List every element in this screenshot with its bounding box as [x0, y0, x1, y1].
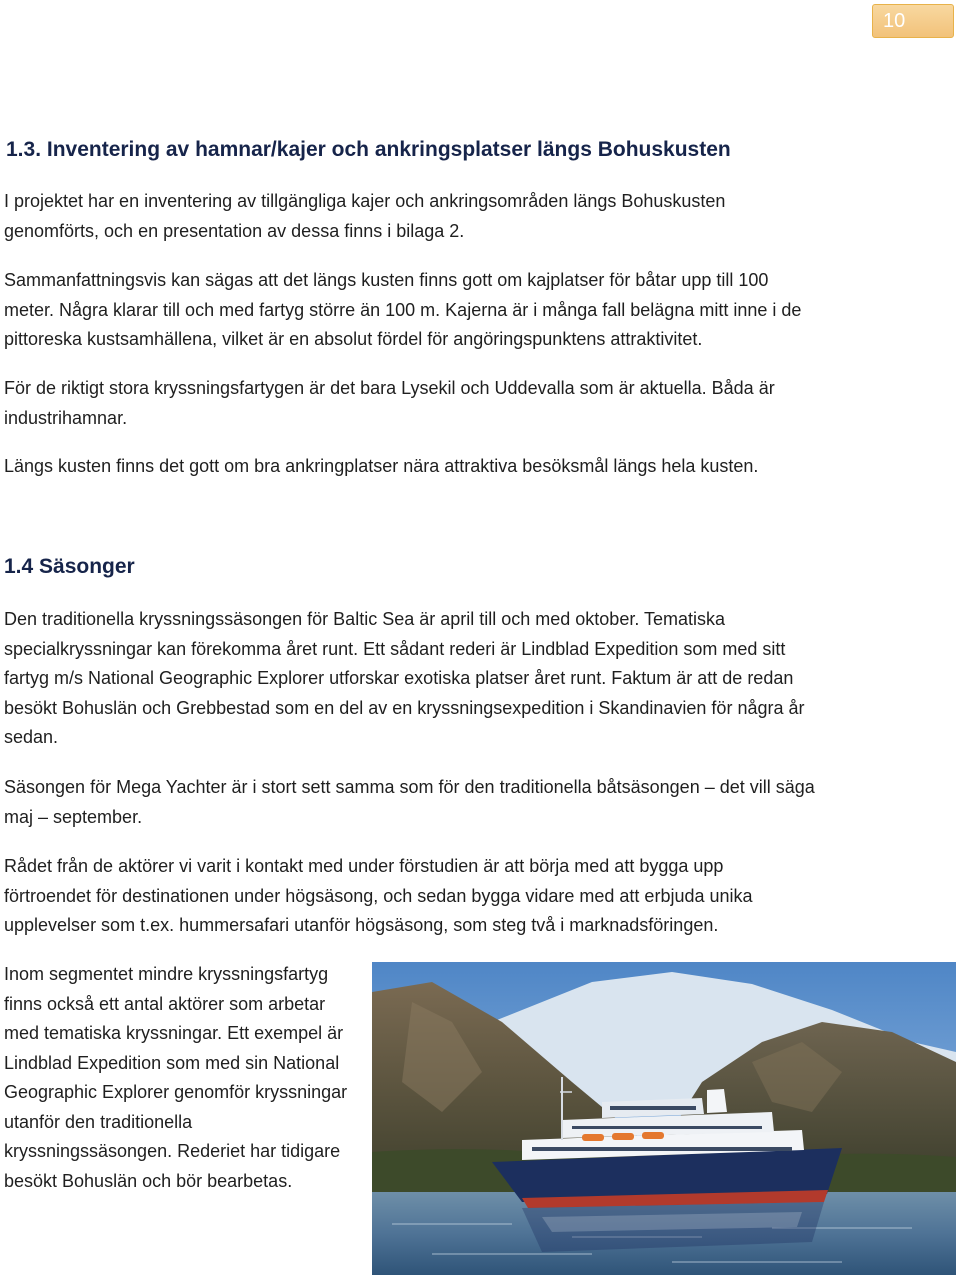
- text-line: meter. Några klarar till och med fartyg större än 100 m. Kajerna är i många fall belägna mitt inne i de: [4, 299, 802, 320]
- section-heading-1-4: 1.4 Säsonger: [4, 555, 135, 578]
- expedition-ship-photo: [372, 962, 956, 1275]
- text-line: specialkryssningar kan förekomma året runt. Ett sådant rederi är Lindblad Expedition som med sitt: [4, 638, 786, 659]
- text-line: I projektet har en inventering av tillgängliga kajer och ankringsområden längs Bohuskusten: [4, 191, 726, 211]
- text-line: besökt Bohuslän och Grebbestad som en del av en kryssningsexpedition i Skandinavien för några år: [4, 697, 805, 718]
- text-line: utanför den traditionella: [4, 1111, 193, 1132]
- text-line: med tematiska kryssningar. Ett exempel är: [4, 1023, 344, 1043]
- text-line: Rådet från de aktörer vi varit i kontakt med under förstudien är att börja med att bygga upp: [4, 856, 724, 876]
- paragraph-advice: [4, 852, 904, 941]
- paragraph-mega-yachts: [4, 773, 904, 832]
- paragraph-inventory: [4, 187, 904, 246]
- text-line: besökt Bohuslän och bör bearbetas.: [4, 1170, 293, 1191]
- paragraph-anchorage: [4, 452, 904, 482]
- text-line: upplevelser som t.ex. hummersafari utanför högsäsong, som steg två i marknadsföringen.: [4, 915, 719, 935]
- text-line: industrihamnar.: [4, 407, 128, 428]
- text-line: fartyg m/s National Geographic Explorer utforskar exotiska platser året runt. Faktum är att de redan: [4, 668, 794, 688]
- text-line: Längs kusten finns det gott om bra ankringplatser nära attraktiva besöksmål längs hela kusten.: [4, 456, 759, 476]
- text-line: pittoreska kustsamhällena, vilket är en absolut fördel för angöringspunktens attraktivitet.: [4, 329, 703, 349]
- text-line: kryssningssäsongen. Rederiet har tidigare: [4, 1141, 341, 1161]
- paragraph-cruise-season: [4, 605, 904, 753]
- text-line: sedan.: [4, 727, 59, 747]
- text-line: För de riktigt stora kryssningsfartygen är det bara Lysekil och Uddevalla som är aktuella. Båda är: [4, 378, 775, 398]
- page-number: 10: [872, 4, 954, 38]
- text-line: Den traditionella kryssningssäsongen för Baltic Sea är april till och med oktober. Tematiska: [4, 609, 726, 629]
- paragraph-large-ships: [4, 374, 904, 433]
- text-line: genomförts, och en presentation av dessa finns i bilaga 2.: [4, 220, 465, 241]
- section-heading-1-3: 1.3. Inventering av hamnar/kajer och ankringsplatser längs Bohuskusten: [6, 138, 731, 161]
- text-line: Sammanfattningsvis kan sägas att det längs kusten finns gott om kajplatser för båtar upp till 100: [4, 270, 769, 290]
- text-line: Säsongen för Mega Yachter är i stort sett samma som för den traditionella båtsäsongen – det vill säga: [4, 777, 815, 797]
- paragraph-small-cruise-segment: [4, 960, 379, 1196]
- text-line: finns också ett antal aktörer som arbetar: [4, 993, 326, 1014]
- text-line: förtroendet för destinationen under högsäsong, och sedan bygga vidare med att erbjuda unika: [4, 885, 753, 906]
- text-line: Lindblad Expedition som med sin National: [4, 1052, 340, 1073]
- text-line: maj – september.: [4, 806, 143, 827]
- text-line: Inom segmentet mindre kryssningsfartyg: [4, 964, 329, 984]
- text-line: Geographic Explorer genomför kryssningar: [4, 1082, 348, 1102]
- paragraph-summary: [4, 266, 904, 355]
